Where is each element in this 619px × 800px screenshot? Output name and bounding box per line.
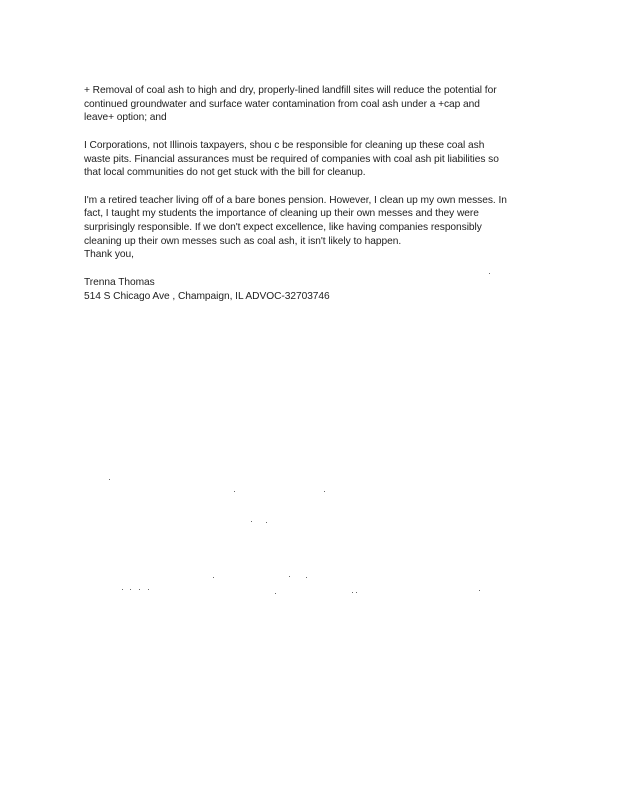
scan-speck [489, 273, 490, 274]
scan-speck [324, 491, 325, 492]
scan-speck [130, 589, 131, 590]
para2-line: I Corporations, not Illinois taxpayers, shou c be responsible for cleaning up these coal ash [84, 139, 485, 151]
scan-speck [148, 589, 149, 590]
scan-speck [479, 590, 480, 591]
scan-speck [234, 491, 235, 492]
para3-line: cleaning up their own messes such as coal ash, it isn't likely to happen. [84, 235, 402, 247]
scan-speck [352, 592, 353, 593]
signature-name: Trenna Thomas [84, 276, 155, 288]
scan-speck [139, 589, 140, 590]
para3-line: surprisingly responsible. If we don't expect excellence, like having companies responsibly [84, 222, 482, 233]
para3-line: I'm a retired teacher living off of a bare bones pension. However, I clean up my own messes. In [84, 194, 507, 206]
scan-speck [251, 521, 252, 522]
scan-speck [109, 479, 110, 480]
para3-line: fact, I taught my students the importance of cleaning up their own messes and they were [84, 208, 479, 220]
para2-line: that local communities do not get stuck with the bill for cleanup. [84, 167, 366, 179]
scan-speck [122, 589, 123, 590]
para1-line: leave+ option; and [84, 112, 167, 124]
scan-speck [356, 592, 357, 593]
letter-body [84, 84, 544, 303]
para1-line: continued groundwater and surface water contamination from coal ash under a +cap and [84, 98, 480, 110]
scan-speck [289, 576, 290, 577]
scan-speck [306, 577, 307, 578]
scan-speck [266, 522, 267, 523]
closing: Thank you, [84, 249, 134, 261]
para2-line: waste pits. Financial assurances must be required of companies with coal ash pit liabilities so [84, 153, 499, 165]
para1-line: + Removal of coal ash to high and dry, properly-lined landfill sites will reduce the potential for [84, 85, 497, 96]
scan-speck [213, 577, 214, 578]
scan-speck [275, 593, 276, 594]
signature-address: 514 S Chicago Ave , Champaign, IL ADVOC-32703746 [84, 290, 330, 302]
